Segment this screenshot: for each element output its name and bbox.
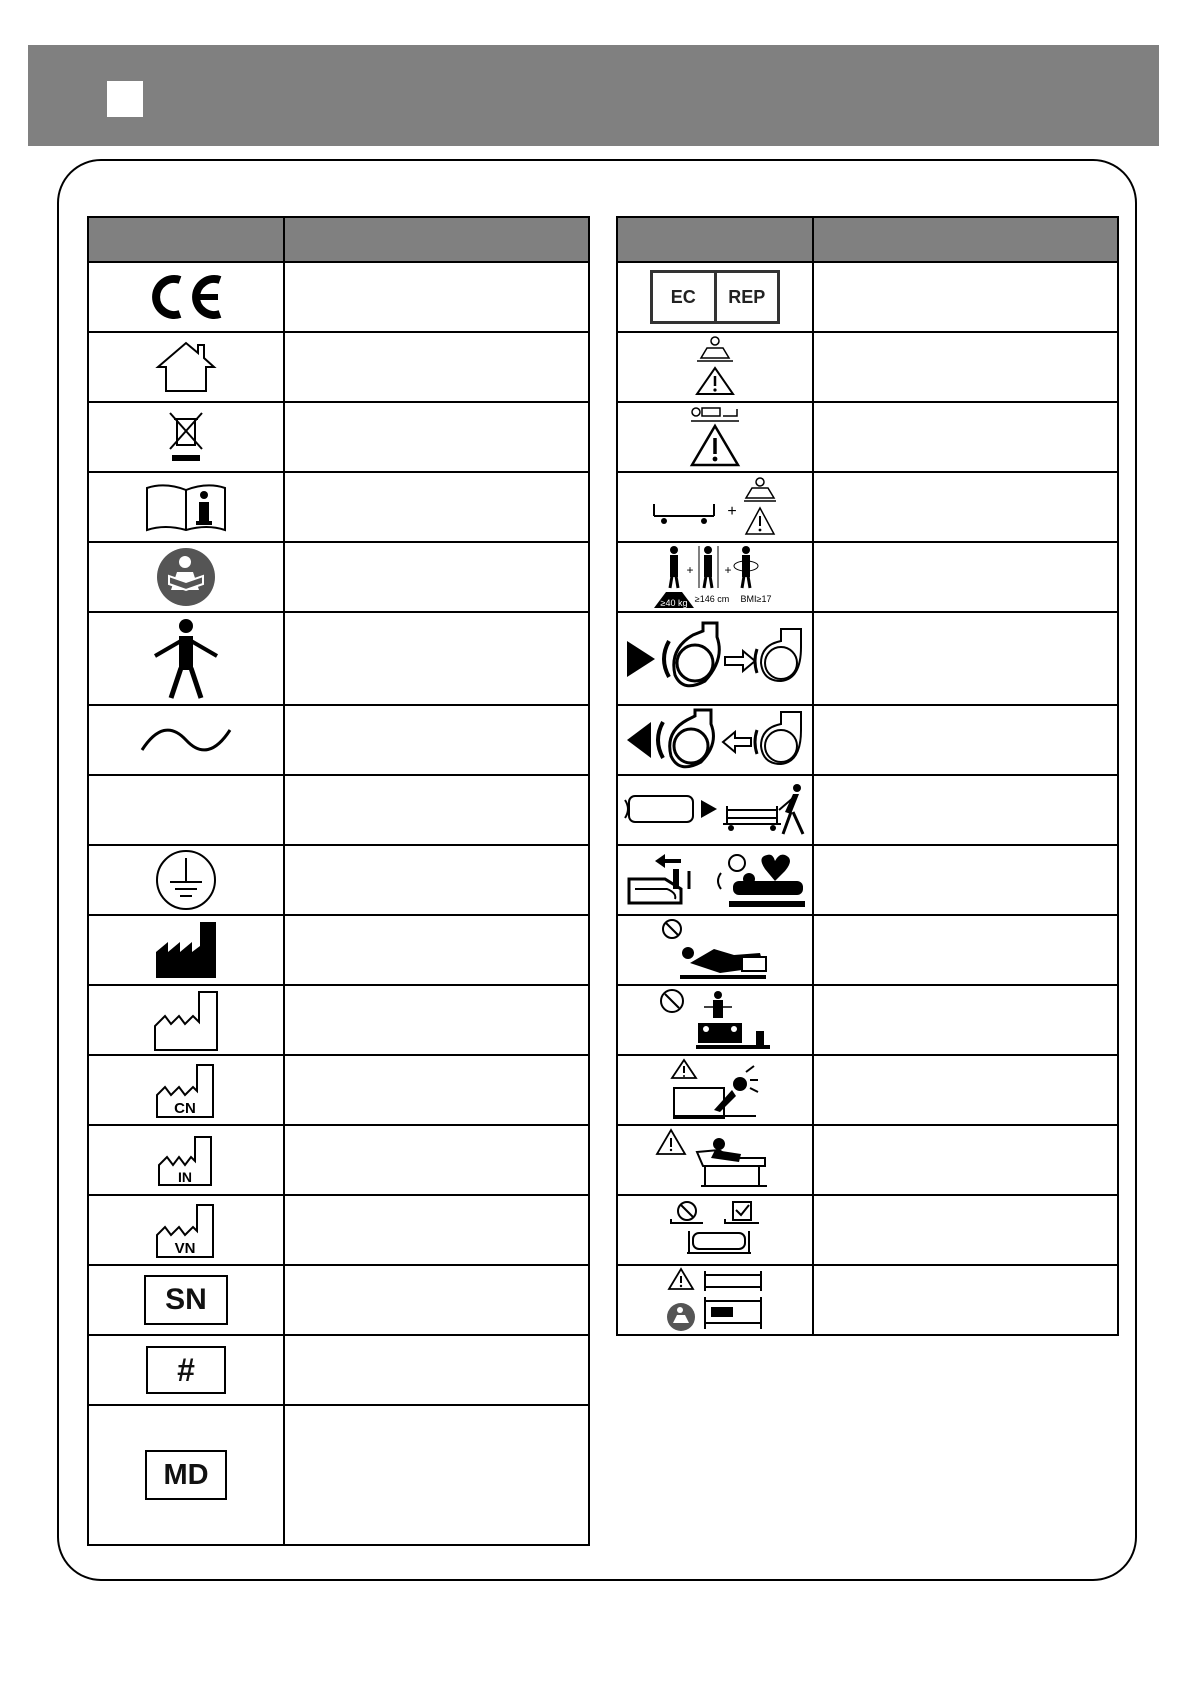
svg-text:+: + [686, 563, 694, 577]
row-description [813, 262, 1118, 332]
manufacturer-icon [88, 915, 284, 985]
table-row [88, 845, 589, 915]
row-description [813, 1125, 1118, 1195]
row-description [284, 1195, 589, 1265]
date-of-manufacture-icon [88, 985, 284, 1055]
svg-text:+: + [727, 503, 737, 520]
table-row [617, 1125, 1118, 1195]
medical-device-icon [88, 1405, 284, 1545]
table-row [88, 705, 589, 775]
no-crush-hazard-icon [617, 915, 813, 985]
row-description [813, 985, 1118, 1055]
castor-brake-release-icon [617, 705, 813, 775]
home-use-icon [88, 332, 284, 402]
row-description [284, 1265, 589, 1335]
table-row [617, 612, 1118, 705]
safe-working-load-warning-icon [617, 332, 813, 402]
serial-number-icon [88, 1265, 284, 1335]
empty-symbol-cell [88, 775, 284, 845]
row-description [284, 262, 589, 332]
symbols-table-left [87, 216, 590, 1546]
row-description [284, 1405, 589, 1545]
md-label: MD [145, 1450, 227, 1500]
vn-label: VN [174, 1240, 196, 1257]
table-row [617, 915, 1118, 985]
castor-brake-lock-icon [617, 612, 813, 705]
protective-earth-icon [88, 845, 284, 915]
table-row [88, 1055, 589, 1125]
row-description [284, 985, 589, 1055]
no-standing-on-bed-icon [617, 985, 813, 1055]
rep-label: REP [728, 286, 766, 307]
cpr-release-icon [617, 845, 813, 915]
table-row [617, 1055, 1118, 1125]
table-row [617, 1265, 1118, 1335]
row-description [813, 1055, 1118, 1125]
table-row [617, 402, 1118, 472]
country-of-manufacture-cn-icon [88, 1055, 284, 1125]
row-description [813, 1265, 1118, 1335]
table-row [617, 845, 1118, 915]
table-row [88, 472, 589, 542]
table-row [617, 262, 1118, 332]
row-description [813, 705, 1118, 775]
country-of-manufacture-in-icon [88, 1125, 284, 1195]
table-row [88, 775, 589, 845]
row-description [813, 542, 1118, 612]
row-description [284, 845, 589, 915]
header-band [28, 45, 1159, 146]
row-description [284, 332, 589, 402]
ec-rep-icon [617, 262, 813, 332]
table-row [88, 1195, 589, 1265]
row-description [813, 472, 1118, 542]
country-of-manufacture-vn-icon [88, 1195, 284, 1265]
weight-label: ≥40 kg [660, 598, 688, 608]
table-row [617, 775, 1118, 845]
row-description [813, 1195, 1118, 1265]
type-b-applied-part-icon [88, 612, 284, 705]
entrapment-warning-icon [617, 1055, 813, 1125]
table-row [88, 542, 589, 612]
alternating-current-icon [88, 705, 284, 775]
fall-warning-icon [617, 1125, 813, 1195]
table-row [88, 915, 589, 985]
hash-label: # [146, 1346, 226, 1394]
table-row [617, 472, 1118, 542]
table-row [88, 1265, 589, 1335]
row-description [284, 1125, 589, 1195]
table-row [88, 402, 589, 472]
table-row [88, 1335, 589, 1405]
description-column-header [813, 217, 1118, 262]
ec-label: EC [653, 273, 717, 321]
bed-transport-icon [617, 775, 813, 845]
row-description [813, 332, 1118, 402]
table-row [617, 542, 1118, 612]
bmi-label: BMI≥17 [740, 594, 772, 604]
weee-crossed-bin-icon [88, 402, 284, 472]
table-row [617, 985, 1118, 1055]
symbols-table-right [616, 216, 1119, 1336]
model-number-icon [88, 1335, 284, 1405]
instructions-info-icon [88, 472, 284, 542]
ce-mark-icon [88, 262, 284, 332]
cn-label: CN [174, 1100, 196, 1117]
row-description [284, 542, 589, 612]
table-row [88, 262, 589, 332]
row-description [284, 1335, 589, 1405]
header-square-icon [107, 81, 143, 117]
table-row [617, 705, 1118, 775]
row-description [284, 612, 589, 705]
table-row [617, 1195, 1118, 1265]
table-row [88, 332, 589, 402]
bed-plus-load-warning-icon [617, 472, 813, 542]
row-description [813, 775, 1118, 845]
row-description [284, 1055, 589, 1125]
mattress-warning-icon [617, 402, 813, 472]
table-row [88, 985, 589, 1055]
symbol-column-header [88, 217, 284, 262]
sn-label: SN [144, 1275, 228, 1325]
table-header-row [617, 217, 1118, 262]
table-row [617, 332, 1118, 402]
side-rail-warning-manual-icon [617, 1265, 813, 1335]
table-row [88, 612, 589, 705]
table-row [88, 1125, 589, 1195]
svg-text:+: + [724, 563, 732, 577]
in-label: IN [178, 1169, 192, 1185]
row-description [284, 402, 589, 472]
table-header-row [88, 217, 589, 262]
row-description [284, 705, 589, 775]
read-manual-icon [88, 542, 284, 612]
row-description [284, 775, 589, 845]
description-column-header [284, 217, 589, 262]
table-row [88, 1405, 589, 1545]
row-description [813, 612, 1118, 705]
row-description [813, 915, 1118, 985]
row-description [813, 402, 1118, 472]
symbol-column-header [617, 217, 813, 262]
row-description [284, 915, 589, 985]
height-label: ≥146 cm [694, 594, 730, 604]
side-rail-correct-position-icon [617, 1195, 813, 1265]
row-description [284, 472, 589, 542]
patient-weight-height-bmi-icon [617, 542, 813, 612]
row-description [813, 845, 1118, 915]
